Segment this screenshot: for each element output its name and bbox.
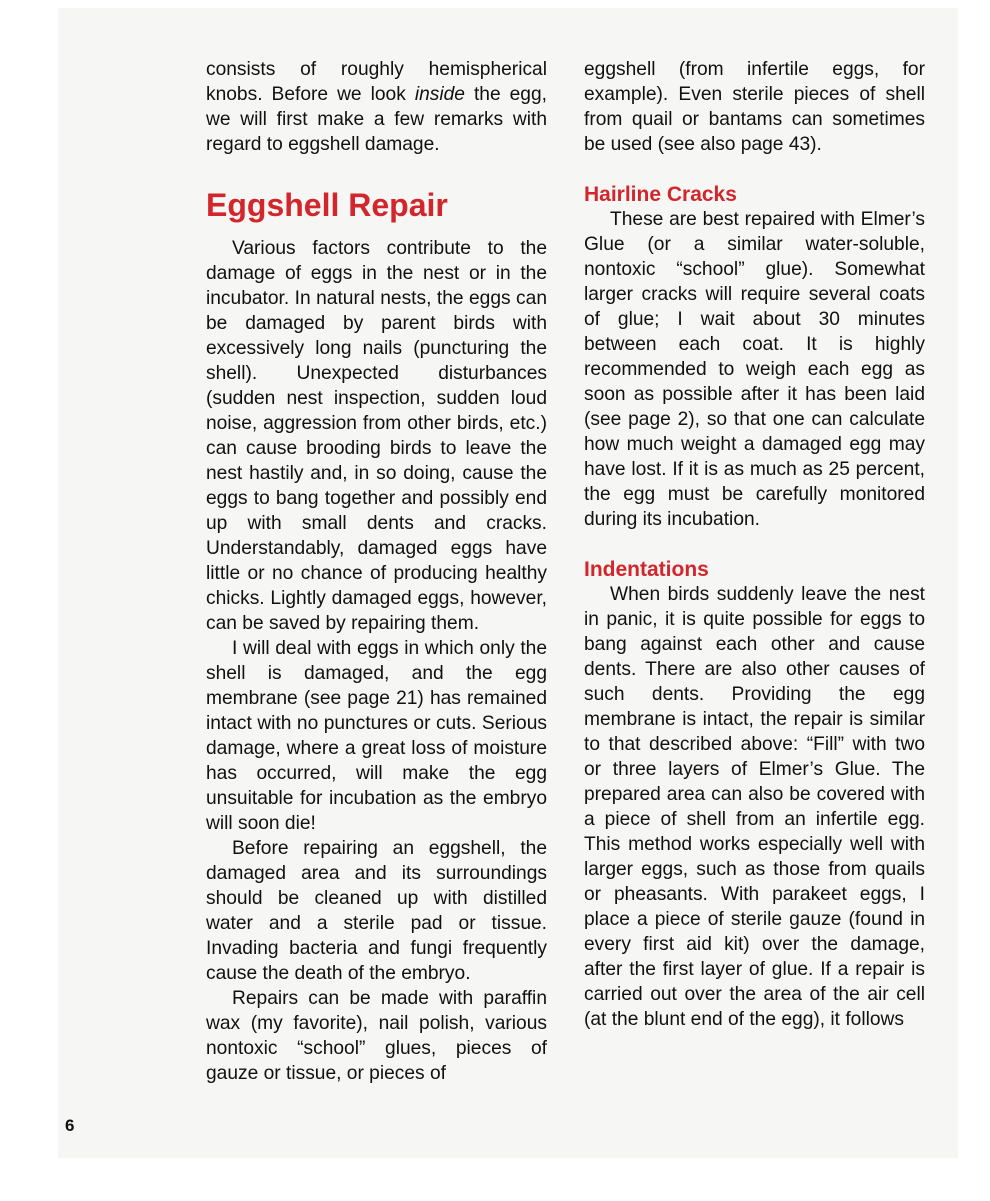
paragraph-indentations: When birds suddenly leave the nest in panic, it is quite possible for eggs to bang against each other and cause dents. There are also other causes of such dents. Providing the egg membrane is intact, the repair is similar to that described above: “Fill” with two or three layers of Elmer’s Glue. The prepared area can also be covered with a piece of shell from an infertile egg. This method works especially well with larger eggs, such as those from quails or pheasants. With parakeet eggs, I place a piece of sterile gauze (found in every first aid kit) over the damage, after the first layer of glue. If a repair is carried out over the area of the air cell (at the blunt end of the egg), it follows <box>584 584 925 1030</box>
heading-indentations: Indentations <box>584 558 709 581</box>
paragraph-eggshell-continued: eggshell (from infertile eggs, for example). Even sterile pieces of shell from quail or bantams can sometimes be used (see also page 43). <box>584 59 925 155</box>
left-column <box>206 57 547 1086</box>
heading-eggshell-repair: Eggshell Repair <box>206 187 448 223</box>
intro-text-part-1: consists of roughly hemispherical knobs. Before we look <box>206 59 547 105</box>
intro-text-part-2: the egg, we will first make a few remarks with regard to eggshell damage. <box>206 84 547 155</box>
intro-emphasis-inside: inside <box>414 84 465 105</box>
right-column <box>584 57 925 1032</box>
paragraph-hairline-cracks: These are best repaired with Elmer’s Glue (or a similar water-soluble, nontoxic “school” glue). Somewhat larger cracks will require several coats of glue; I wait about 30 minutes between each coat. It is highly recommended to weigh each egg as soon as possible after it has been laid (see page 2), so that one can calculate how much weight a damaged egg may have lost. If it is as much as 25 percent, the egg must be carefully monitored during its incubation. <box>584 209 925 530</box>
heading-hairline-cracks: Hairline Cracks <box>584 183 737 206</box>
paragraph-cleaning: Before repairing an eggshell, the damaged area and its surroundings should be cleaned up with distilled water and a sterile pad or tissue. Invading bacteria and fungi frequently cause the death of the embryo. <box>206 838 547 984</box>
paragraph-membrane-intact: I will deal with eggs in which only the shell is damaged, and the egg membrane (see page 21) has remained intact with no punctures or cuts. Serious damage, where a great loss of moisture has occurred, will make the egg unsuitable for incubation as the embryo will soon die! <box>206 638 547 834</box>
paragraph-damage-factors: Various factors contribute to the damage of eggs in the nest or in the incubator. In natural nests, the eggs can be damaged by parent birds with excessively long nails (puncturing the shell). Unexpected disturbances (sudden nest inspection, sudden loud noise, aggression from other birds, etc.) can cause brooding birds to leave the nest hastily and, in so doing, cause the eggs to bang together and possibly end up with small dents and cracks. Understandably, damaged eggs have little or no chance of producing healthy chicks. Lightly damaged eggs, however, can be saved by repairing them. <box>206 238 547 634</box>
paragraph-repair-materials: Repairs can be made with paraffin wax (my favorite), nail polish, various nontoxic “school” glues, pieces of gauze or tissue, or pieces of <box>206 988 547 1084</box>
page-number: 6 <box>65 1116 75 1135</box>
intro-paragraph <box>206 57 547 157</box>
